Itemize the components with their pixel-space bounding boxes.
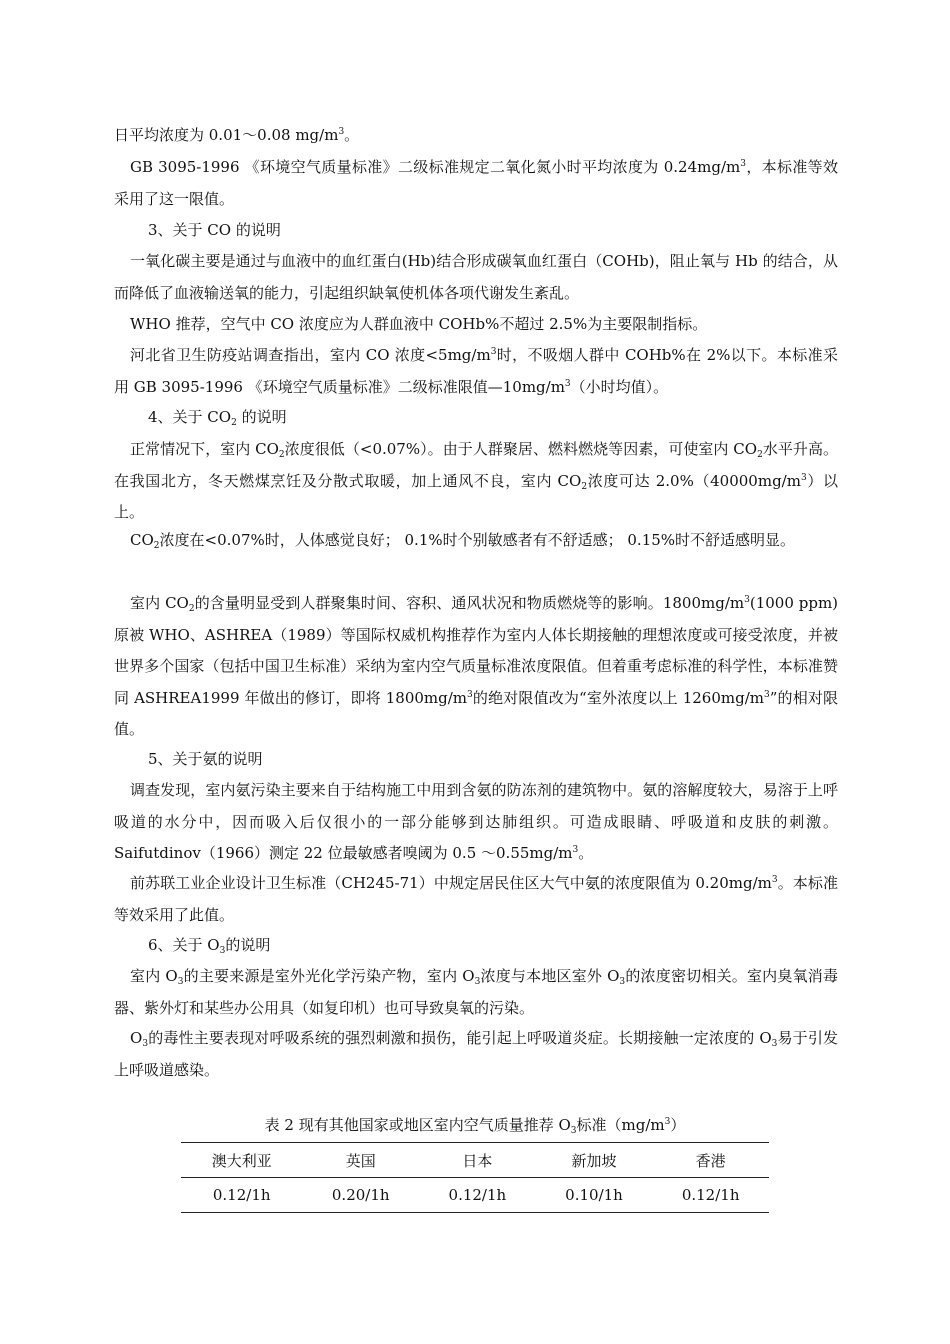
table-cell: 0.12/1h — [681, 1186, 740, 1204]
paragraph: 前苏联工业企业设计卫生标准（CH245-71）中规定居民住区大气中氨的浓度限值为 $0.20mg/m^3$。本标准等效采用了此值。 — [114, 874, 838, 924]
table-cell: 0.12/1h — [448, 1186, 507, 1204]
table-header-cell: 澳大利亚 — [181, 1143, 302, 1178]
section-heading: 5、关于氨的说明 — [148, 750, 263, 768]
paragraph: 日平均浓度为 0.01～0.08 $mg/m^3$。 — [114, 126, 360, 144]
table-header-cell: 香港 — [652, 1143, 769, 1178]
table-cell: 0.12/1h — [212, 1186, 271, 1204]
table-cell: 0.20/1h — [331, 1186, 390, 1204]
paragraph: 河北省卫生防疫站调查指出，室内 CO 浓度$<5mg/m^3$时，不吸烟人群中 COHb%在 2%以下。本标准采用 GB 3095-1996 《环境空气质量标准》二级标准限值$—10mg/m^3$（小时均值）。 — [114, 346, 838, 396]
paragraph: GB 3095-1996 《环境空气质量标准》二级标准规定二氧化氮小时平均浓度为 $0.24mg/m^3$，本标准等效采用了这一限值。 — [114, 158, 838, 208]
section-heading: 4、关于 $CO_2$ 的说明 — [148, 408, 287, 428]
table-caption: 表 2 现有其他国家或地区室内空气质量推荐 $O_3$标准$(mg/m^3)$ — [264, 1116, 686, 1136]
paragraph: 正常情况下，室内 $CO_2$浓度很低（<0.07%）。由于人群聚居、燃料燃烧等因素，可使室内 $CO_2$水平升高。在我国北方，冬天燃煤烹饪及分散式取暖，加上通风不良，室内 $CO_2$浓度可达 $2.0\%(40000mg/m^3)$以上。 — [114, 440, 838, 521]
section-heading: 3、关于 CO 的说明 — [148, 221, 281, 239]
table-header-cell: 新加坡 — [536, 1143, 653, 1178]
paragraph: WHO 推荐，空气中 CO 浓度应为人群血液中 COHb%不超过 2.5%为主要限制指标。 — [130, 315, 708, 333]
paragraph: $O_3$的毒性主要表现对呼吸系统的强烈刺激和损伤，能引起上呼吸道炎症。长期接触一定浓度的 $O_3$易于引发上呼吸道感染。 — [114, 1029, 838, 1079]
paragraph: 调查发现，室内氨污染主要来自于结构施工中用到含氨的防冻剂的建筑物中。氨的溶解度较大，易溶于上呼吸道的水分中，因而吸入后仅很小的一部分能够到达肺组织。可造成眼睛、呼吸道和皮肤的刺激。 Saifutdinov（1966）测定 22 位最敏感者嗅阈为 0.5 $\sim 0.55mg/m^3$。 — [114, 781, 838, 862]
paragraph: 室内 $CO_2$的含量明显受到人群聚集时间、容积、通风状况和物质燃烧等的影响。$1800mg/m^3(1000$ ppm)原被 WHO、ASHREA（1989）等国际权威机构推荐作为室内人体长期接触的理想浓度或可接受浓度，并被世界多个国家（包括中国卫生标准）采纳为室内空气质量标准浓度限值。但着重考虑标准的科学性，本标准赞同 ASHREA1999 年做出的修订，即将 $1800mg/m^3$的绝对限值改为“室外浓度以上 $1260mg/m^3$”的相对限值。 — [114, 594, 839, 738]
table-header-row — [181, 1143, 769, 1178]
paragraph: $CO_2$浓度在<0.07%时，人体感觉良好； 0.1%时个别敏感者有不舒适感； 0.15%时不舒适感明显。 — [130, 531, 796, 551]
paragraph: 一氧化碳主要是通过与血液中的血红蛋白(Hb)结合形成碳氧血红蛋白（COHb)，阻止氧与 Hb 的结合，从而降低了血液输送氧的能力，引起组织缺氧使机体各项代谢发生紊乱。 — [114, 252, 838, 302]
table-cell: 0.10/1h — [565, 1186, 623, 1204]
table-row — [181, 1178, 769, 1213]
table-header-cell: 日本 — [419, 1143, 536, 1178]
section-heading: 6、关于 $O_3$的说明 — [148, 936, 271, 956]
paragraph: 室内 $O_3$的主要来源是室外光化学污染产物，室内 $O_3$浓度与本地区室外 $O_3$的浓度密切相关。室内臭氧消毒器、紫外灯和某些办公用具（如复印机）也可导致臭氧的污染。 — [114, 967, 838, 1017]
o3-standards-table — [181, 1142, 769, 1213]
table-header-cell: 英国 — [302, 1143, 419, 1178]
